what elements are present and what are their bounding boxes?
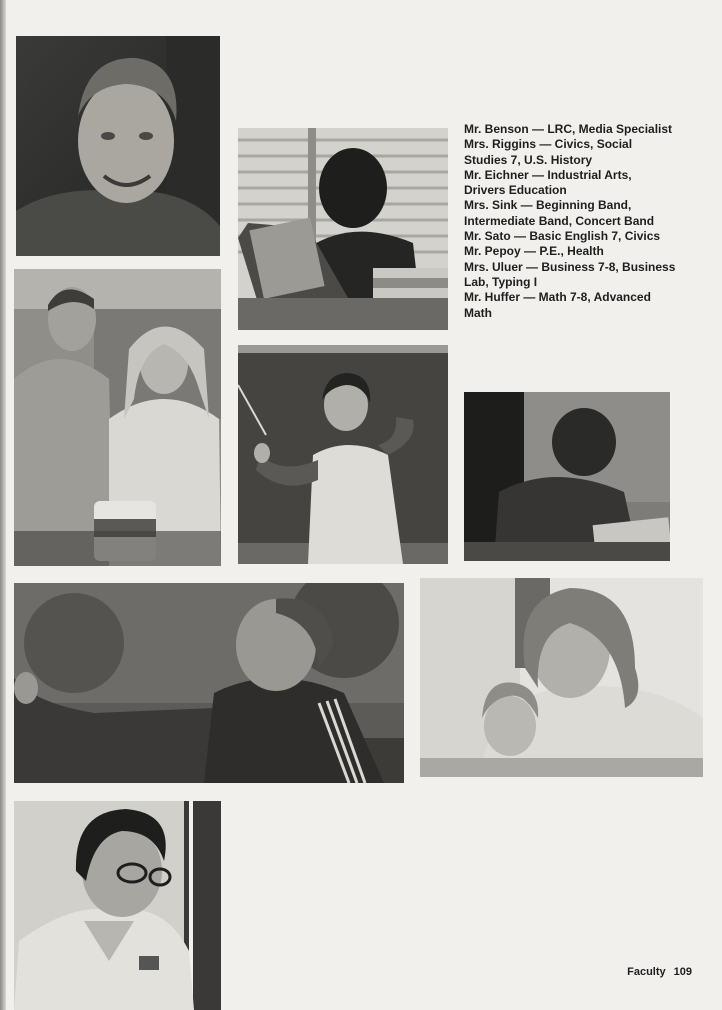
caption-sink: Mrs. Sink — Beginning Band, Intermediate Band, Concert Band <box>464 198 655 228</box>
folio-page-number: 109 <box>673 966 692 978</box>
photo-pepoy-outdoors <box>14 583 404 783</box>
caption-benson: Mr. Benson — LRC, Media Specialist <box>464 122 673 136</box>
photo-eichner-with-student <box>14 269 221 566</box>
photo-sato-writing <box>464 392 670 561</box>
photo-riggins-reading <box>238 128 448 330</box>
caption-sato: Mr. Sato — Basic English 7, Civics <box>464 229 661 244</box>
page-folio <box>627 966 692 978</box>
photo-huffer-portrait <box>14 801 221 1010</box>
caption-huffer: Mr. Huffer — Math 7-8, Advanced Math <box>464 290 651 320</box>
faculty-caption-list <box>464 122 676 321</box>
photo-sink-conducting <box>238 345 448 564</box>
caption-eichner: Mr. Eichner — Industrial Arts, Drivers Education <box>464 167 632 198</box>
photo-benson-portrait <box>16 36 220 256</box>
page-spine-shadow <box>0 0 6 1010</box>
caption-pepoy: Mr. Pepoy — P.E., Health <box>464 244 604 259</box>
folio-section: Faculty <box>627 966 666 978</box>
photo-uluer-smiling <box>420 578 703 777</box>
caption-uluer: Mrs. Uluer — Business 7-8, Business Lab, Typing I <box>464 259 676 289</box>
caption-riggins: Mrs. Riggins — Civics, Social Studies 7, U.S. History <box>464 137 633 167</box>
